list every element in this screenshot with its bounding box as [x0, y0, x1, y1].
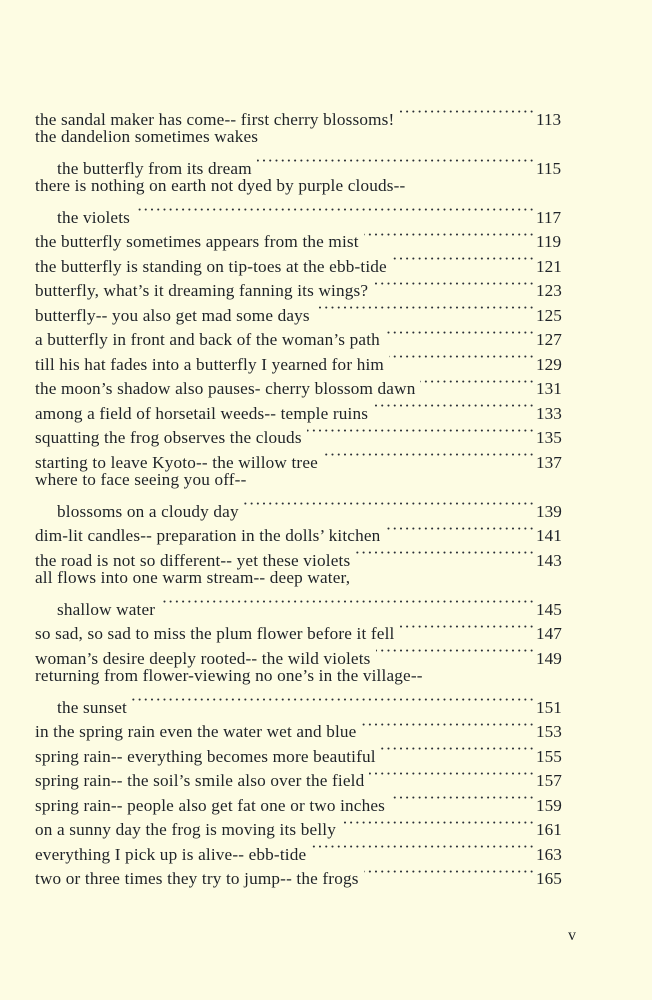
toc-entry-page-number: 123 — [536, 281, 562, 300]
toc-entry-title: all flows into one warm stream-- deep water, — [35, 567, 351, 587]
toc-entry-page-number: 155 — [536, 746, 562, 766]
toc-entry-page-number: 151 — [536, 697, 562, 717]
toc-entry-title: spring rain-- the soil’s smile also over the field — [35, 771, 365, 790]
dot-leader — [385, 321, 535, 346]
toc-entry-line[interactable] — [35, 149, 572, 178]
toc-entry-title: two or three times they try to jump-- the frogs — [35, 869, 359, 888]
dot-leader — [400, 615, 536, 640]
toc-entry-title: dim-lit candles-- preparation in the dolls’ kitchen — [35, 526, 381, 545]
dot-leader — [160, 590, 535, 615]
toc-entry-title: blossoms on a cloudy day — [57, 501, 239, 521]
toc-entry-page-number: 137 — [536, 452, 562, 472]
toc-entry-title: butterfly-- you also get mad some days — [35, 305, 310, 325]
dot-leader — [385, 517, 535, 542]
dot-leader — [135, 198, 535, 223]
toc-entry-title: there is nothing on earth not dyed by purple clouds-- — [35, 175, 406, 195]
toc-entry-title: squatting the frog observes the clouds — [35, 428, 302, 447]
toc-entry-line[interactable] — [35, 100, 572, 129]
toc-entry-title: where to face seeing you off-- — [35, 469, 247, 489]
toc-entry-title: the butterfly sometimes appears from the mist — [35, 232, 359, 251]
toc-entry-page-number: 153 — [536, 722, 562, 741]
toc-entry-line[interactable] — [35, 664, 572, 689]
toc-entry-page-number: 119 — [536, 232, 562, 251]
dot-leader — [307, 419, 535, 444]
dot-leader — [355, 541, 535, 566]
toc-entry-page-number: 129 — [536, 354, 562, 374]
toc-entry-title: till his hat fades into a butterfly I yearned for him — [35, 354, 384, 374]
toc-entry-page-number: 165 — [536, 869, 562, 888]
dot-leader — [364, 860, 535, 885]
toc-entry-page-number: 157 — [536, 771, 562, 790]
dot-leader — [369, 762, 535, 787]
dot-leader — [257, 149, 535, 174]
toc-entry-page-number: 121 — [536, 256, 562, 276]
toc-entry-title: the dandelion sometimes wakes — [35, 126, 259, 146]
toc-entry-page-number: 161 — [536, 820, 562, 839]
dot-leader — [361, 713, 535, 738]
toc-entry-title: the violets — [57, 207, 131, 227]
toc-entry-title: on a sunny day the frog is moving its belly — [35, 820, 336, 839]
toc-entry-page-number: 113 — [536, 109, 562, 129]
toc-entry-title: in the spring rain even the water wet and blue — [35, 722, 357, 741]
toc-entry-page-number: 139 — [536, 501, 562, 521]
toc-entry-page-number: 145 — [536, 599, 562, 619]
toc-entry-title: returning from flower-viewing no one’s in the village-- — [35, 665, 423, 685]
toc-entry-title: the butterfly is standing on tip-toes at the ebb-tide — [35, 256, 387, 276]
toc-entry-title: shallow water — [57, 599, 156, 619]
toc-entry-page-number: 141 — [536, 526, 562, 545]
toc-entry-page-number: 149 — [536, 648, 562, 668]
toc-entry-title: starting to leave Kyoto-- the willow tree — [35, 452, 318, 472]
dot-leader — [373, 272, 535, 297]
dot-leader — [420, 370, 535, 395]
toc-entry-page-number: 133 — [536, 403, 562, 423]
toc-entry-title: spring rain-- everything becomes more beautiful — [35, 746, 376, 766]
toc-entry-title: the butterfly from its dream — [57, 158, 252, 178]
toc-entry-page-number: 115 — [536, 158, 562, 178]
toc-entry-title: spring rain-- people also get fat one or two inches — [35, 795, 386, 815]
toc-entry-page-number: 143 — [536, 550, 562, 570]
toc-entry-page-number: 117 — [536, 207, 562, 227]
dot-leader — [364, 223, 535, 248]
dot-leader — [389, 345, 535, 370]
toc-entry-page-number: 127 — [536, 330, 562, 349]
dot-leader — [323, 443, 535, 468]
dot-leader — [132, 688, 535, 713]
dot-leader — [376, 639, 535, 664]
dot-leader — [399, 100, 535, 125]
dot-leader — [244, 492, 535, 517]
toc-entry-title: butterfly, what’s it dreaming fanning its wings? — [35, 281, 369, 300]
toc-entry-title: the sunset — [57, 697, 127, 717]
toc-entry-line[interactable] — [35, 566, 572, 591]
dot-leader — [311, 835, 535, 860]
toc-entry-title: the sandal maker has come-- first cherry blossoms! — [35, 109, 395, 129]
page-folio-number: v — [568, 927, 576, 944]
toc-entry-title: woman’s desire deeply rooted-- the wild violets — [35, 648, 371, 668]
toc-entry-title: the moon’s shadow also pauses- cherry blossom dawn — [35, 379, 416, 398]
toc-entry-page-number: 135 — [536, 428, 562, 447]
toc-entry-title: among a field of horsetail weeds-- temple ruins — [35, 403, 369, 423]
toc-entry-title: so sad, so sad to miss the plum flower before it fell — [35, 624, 395, 643]
toc-entry-line[interactable] — [35, 174, 572, 199]
table-of-contents — [35, 100, 572, 888]
toc-entry-page-number: 163 — [536, 844, 562, 864]
dot-leader — [373, 394, 535, 419]
toc-entry-page-number: 125 — [536, 305, 562, 325]
toc-entry-line[interactable] — [35, 590, 572, 619]
toc-entry-line[interactable] — [35, 198, 572, 227]
dot-leader — [341, 811, 535, 836]
toc-entry-title: everything I pick up is alive-- ebb-tide — [35, 844, 307, 864]
toc-entry-title: the road is not so different-- yet these violets — [35, 550, 351, 570]
toc-entry-page-number: 159 — [536, 795, 562, 815]
dot-leader — [392, 247, 535, 272]
toc-entry-page-number: 131 — [536, 379, 562, 398]
toc-entry-line[interactable] — [35, 492, 572, 521]
toc-entry-line[interactable] — [35, 688, 572, 717]
toc-entry-page-number: 147 — [536, 624, 562, 643]
toc-entry-title: a butterfly in front and back of the woman’s path — [35, 330, 380, 349]
dot-leader — [390, 786, 535, 811]
dot-leader — [381, 737, 535, 762]
dot-leader — [315, 296, 535, 321]
